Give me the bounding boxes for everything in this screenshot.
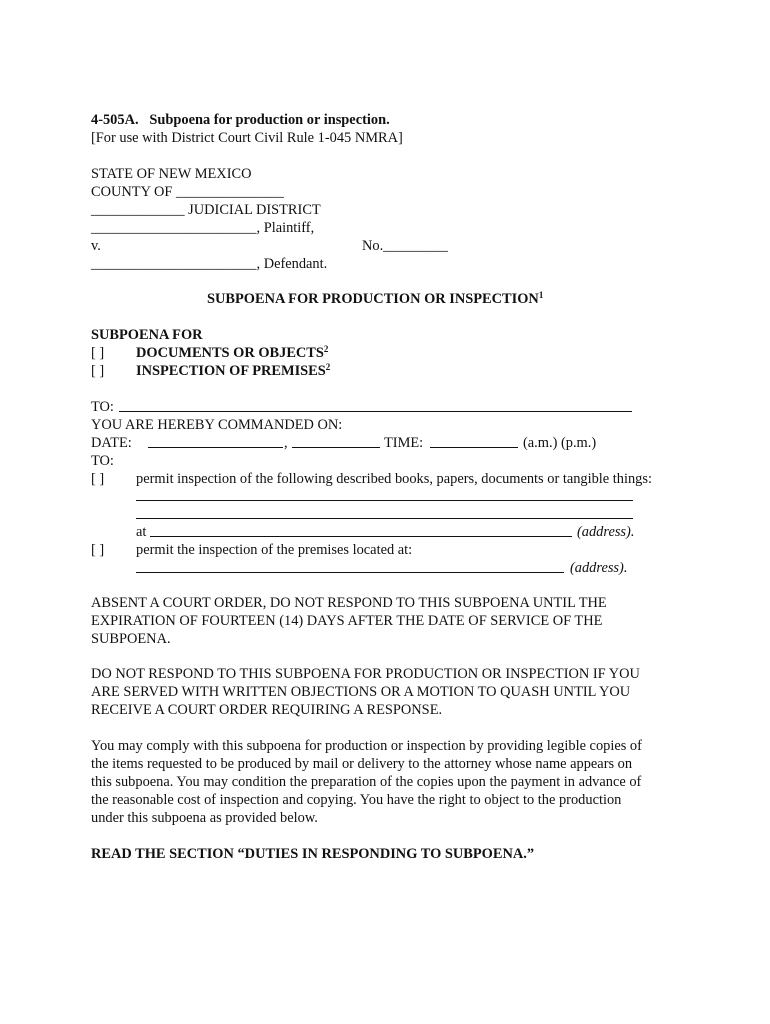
recipient-field[interactable] [119,411,632,412]
state-line: STATE OF NEW MEXICO [91,166,252,182]
premises-address-field[interactable] [136,572,564,573]
at-label: at [136,524,147,540]
documents-description-line-2[interactable] [136,518,633,519]
footnote-marker: 2 [323,344,329,354]
time-label: TIME: [384,435,424,451]
paragraph-line: the reasonable cost of inspection and copying. You have the right to object to the production [91,792,622,808]
notice-line: DO NOT RESPOND TO THIS SUBPOENA FOR PRODUCTION OR INSPECTION IF YOU [91,666,640,682]
document-title: SUBPOENA FOR PRODUCTION OR INSPECTION$^1$ [207,290,544,307]
paragraph-line: this subpoena. You may condition the preparation of the copies upon the payment in advance of [91,774,642,790]
notice-line: ABSENT A COURT ORDER, DO NOT RESPOND TO THIS SUBPOENA UNTIL THE [91,595,607,611]
date-comma: , [284,435,288,451]
subpoena-for-label: SUBPOENA FOR [91,327,203,343]
time-field[interactable] [430,447,518,448]
commanded-label: YOU ARE HEREBY COMMANDED ON: [91,417,343,433]
notice-line: SUBPOENA. [91,631,171,647]
paragraph-line: under this subpoena as provided below. [91,810,318,826]
paragraph-line: You may comply with this subpoena for production or inspection by providing legible copies of [91,738,642,754]
rule-note: [For use with District Court Civil Rule 1-045 NMRA] [91,130,403,146]
notice-line: EXPIRATION OF FOURTEEN (14) DAYS AFTER THE DATE OF SERVICE OF THE [91,613,603,629]
footnote-marker: 2 [325,362,331,372]
notice-line: ARE SERVED WITH WRITTEN OBJECTIONS OR A MOTION TO QUASH UNTIL YOU [91,684,631,700]
to-label: TO: [91,399,114,415]
premises-checkbox[interactable]: [ ] [91,363,105,379]
form-number: 4-505A. [91,112,139,128]
form-title: Subpoena for production or inspection. [149,112,390,128]
address-label: (address). [577,524,635,540]
form-heading [91,111,390,129]
permit-documents-checkbox[interactable]: [ ] [91,471,105,487]
ampm-label: (a.m.) (p.m.) [523,435,597,451]
date-field[interactable] [148,447,283,448]
paragraph-line: the items requested to be produced by mail or delivery to the attorney whose name appears on [91,756,633,772]
defendant-line: _______________________, Defendant. [91,256,328,272]
year-field[interactable] [292,447,380,448]
district-line: _____________ JUDICIAL DISTRICT [91,202,321,218]
read-section-instruction: READ THE SECTION “DUTIES IN RESPONDING TO SUBPOENA.” [91,846,535,862]
premises-option: INSPECTION OF PREMISES$^2$ [136,362,331,379]
notice-line: RECEIVE A COURT ORDER REQUIRING A RESPONSE. [91,702,443,718]
permit-premises-text: permit the inspection of the premises located at: [136,542,413,558]
versus-label: v. [91,238,101,254]
documents-checkbox[interactable]: [ ] [91,345,105,361]
address-label: (address). [570,560,628,576]
to-label-2: TO: [91,453,114,469]
documents-description-line-1[interactable] [136,500,633,501]
county-line: COUNTY OF _______________ [91,184,284,200]
documents-address-field[interactable] [150,536,572,537]
plaintiff-line: _______________________, Plaintiff, [91,220,315,236]
documents-option: DOCUMENTS OR OBJECTS$^2$ [136,344,329,361]
permit-documents-text: permit inspection of the following described books, papers, documents or tangible things: [136,471,652,487]
date-label: DATE: [91,435,132,451]
case-number: No._________ [362,238,448,254]
footnote-marker: 1 [538,290,544,300]
permit-premises-checkbox[interactable]: [ ] [91,542,105,558]
